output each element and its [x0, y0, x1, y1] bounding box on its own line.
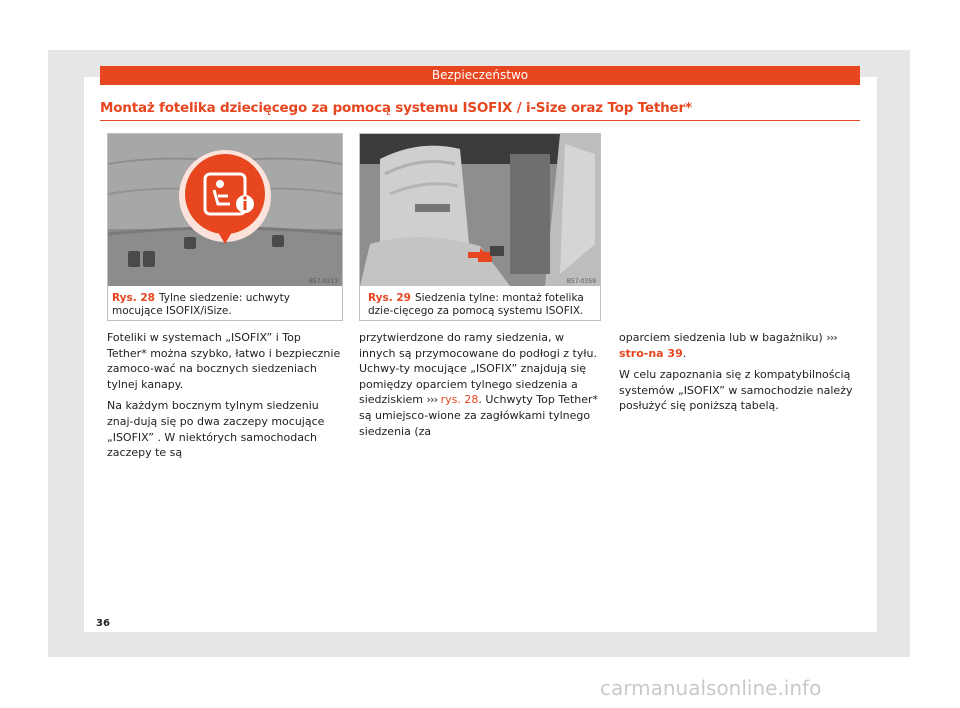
- figure-28-label: Rys. 28: [112, 292, 155, 304]
- figure-28-code: B57-0313: [308, 278, 338, 285]
- figure-28-caption-text: Tylne siedzenie: uchwyty mocujące ISOFIX/iSize.: [112, 292, 290, 317]
- title-divider: [100, 120, 860, 121]
- column-3-text-a: oparciem siedzenia lub w bagażniku): [619, 331, 823, 344]
- text-column-2: [359, 330, 599, 445]
- figure-29-label: Rys. 29: [368, 292, 411, 304]
- column-3-paragraph-1: [619, 330, 859, 361]
- watermark: carmanualsonline.info: [600, 676, 822, 700]
- page-39-link[interactable]: stro-na 39: [619, 346, 683, 360]
- page-title: Montaż fotelika dziecięcego za pomocą systemu ISOFIX / i-Size oraz Top Tether*: [100, 100, 692, 116]
- text-column-1: [107, 330, 343, 467]
- column-1-paragraph-1: Foteliki w systemach „ISOFIX” i Top Tether* można szybko, łatwo i bezpiecznie zamoco-wać na bocznych siedzeniach tylnej kanapy.: [107, 331, 341, 391]
- figure-29-image: [360, 134, 600, 286]
- column-3-text-b: .: [682, 346, 687, 360]
- column-1-paragraph-2: Na każdym bocznym tylnym siedzeniu znaj-dują się po dwa zaczepy mocujące „ISOFIX” . W niektórych samochodach zaczepy te są: [107, 399, 325, 460]
- column-3-paragraph-2: W celu zapoznania się z kompatybilnością systemów „ISOFIX” w samochodzie należy posłużyć się poniższą tabelą.: [619, 368, 853, 413]
- figure-28: [107, 133, 343, 321]
- page-number: 36: [96, 618, 110, 629]
- xref-arrows: ›››: [826, 331, 837, 344]
- figure-29-code: B57-0359: [566, 278, 596, 285]
- figure-29-caption-text: Siedzenia tylne: montaż fotelika dzie-cięcego za pomocą systemu ISOFIX.: [368, 292, 584, 317]
- section-header: Bezpieczeństwo: [100, 66, 860, 85]
- figure-28-link[interactable]: rys. 28: [440, 393, 479, 407]
- child-seat-isofix-illustration: [360, 134, 600, 286]
- column-2-text-b: . Uchwyty Top Tether* są umiejsco-wione za zagłówkami tylnego siedzenia (za: [359, 393, 599, 438]
- text-column-3: [619, 330, 859, 420]
- figure-28-image: [108, 134, 342, 286]
- column-2-text-a: przytwierdzone do ramy siedzenia, w innych są przymocowane do podłogi z tyłu. Uchwy-ty mocujące „ISOFIX” znajdują się pomiędzy oparciem tylnego siedzenia a siedziskiem: [359, 331, 597, 407]
- column-2-paragraph-1: [359, 330, 599, 439]
- figure-29: [359, 133, 601, 321]
- rear-seat-isofix-illustration: [108, 134, 342, 286]
- figure-29-caption: [368, 292, 596, 318]
- xref-arrows: ›››: [426, 393, 438, 407]
- figure-28-caption: [112, 292, 338, 318]
